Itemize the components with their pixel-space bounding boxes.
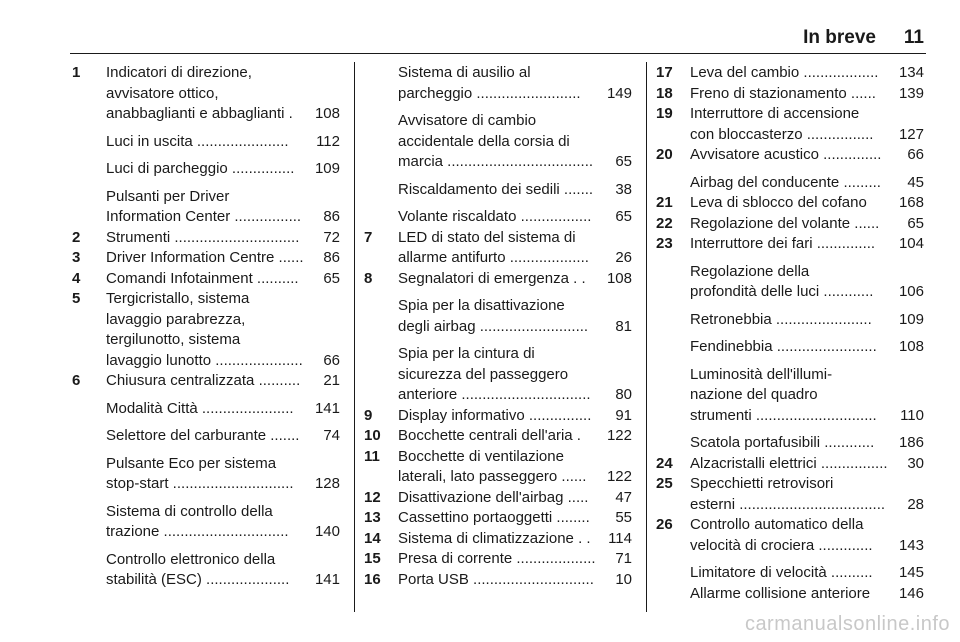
page-reference[interactable]: 149 [605,84,632,105]
page-reference[interactable]: 86 [321,207,340,228]
entry-text: Strumenti .............................. [106,228,300,246]
column-divider [646,62,647,612]
index-entry [72,454,340,495]
entry-text: Spia per la disattivazione [398,297,565,314]
item-number: 16 [364,570,381,588]
item-number: 2 [72,228,81,246]
index-entry [364,63,632,104]
entry-text: Luminosità dell'illumi- [690,365,833,383]
index-entry [656,474,924,515]
item-number: 25 [656,475,673,492]
page-reference[interactable]: 110 [898,406,924,427]
entry-text: stabilità (ESC) .................... [106,571,290,588]
entry-text: Regolazione della [690,262,810,280]
index-column-2 [364,63,632,590]
index-entry [72,502,340,543]
page-reference[interactable]: 109 [313,159,340,180]
page-reference[interactable]: 65 [321,269,340,290]
index-entry [364,296,632,337]
entry-text: nazione del quadro [690,386,818,403]
item-number: 21 [656,194,673,211]
index-entry [656,173,924,194]
page-reference[interactable]: 146 [897,584,924,605]
page-reference[interactable]: 168 [897,193,924,214]
index-entry [656,365,924,427]
entry-text: Cassettino portaoggetti ........ [398,509,590,526]
item-number: 1 [72,64,81,81]
entry-text: Indicatori di direzione, [106,64,252,81]
page-reference[interactable]: 127 [897,125,924,146]
entry-text: Porta USB ............................. [398,570,594,588]
entry-text: Segnalatori di emergenza . . [398,269,586,287]
page-reference[interactable]: 10 [613,570,632,591]
entry-text: marcia ................................... [398,153,594,170]
page-reference[interactable]: 114 [606,529,632,550]
entry-text: Interruttore di accensione [690,105,860,122]
item-number: 13 [364,509,381,526]
page-reference[interactable]: 55 [613,508,632,529]
page-reference[interactable]: 30 [905,454,924,475]
item-number: 8 [364,269,373,287]
page-number: 11 [903,27,924,48]
item-number: 20 [656,146,673,163]
entry-text: LED di stato del sistema di [398,228,576,246]
page-reference[interactable]: 65 [613,152,632,173]
index-entry [364,549,632,570]
index-entry [656,145,924,166]
watermark: carmanualsonline.info [744,613,950,635]
entry-text: Tergicristallo, sistema [106,290,250,307]
index-entry [656,104,924,145]
index-entry [364,111,632,173]
entry-text: Avvisatore acustico .............. [690,146,882,163]
entry-text: Driver Information Centre ...... [106,249,304,266]
entry-text: Scatola portafusibili ............ [690,434,875,451]
entry-text: velocità di crociera ............. [690,536,873,554]
index-entry [72,269,340,290]
entry-text: Disattivazione dell'airbag ..... [398,488,589,506]
item-number: 17 [656,64,673,81]
index-entry [364,488,632,509]
page-reference[interactable]: 91 [613,406,632,427]
item-number: 15 [364,550,381,567]
entry-text: Sistema di ausilio al [398,64,531,81]
index-entry [656,262,924,303]
entry-text: Pulsanti per Driver [106,187,230,205]
entry-text: Retronebbia ....................... [690,310,872,328]
page-reference[interactable]: 66 [905,145,924,166]
entry-text: Selettore del carburante ....... [106,427,300,444]
entry-text: lavaggio parabrezza, [106,310,246,328]
index-entry [656,563,924,584]
index-entry [656,234,924,255]
entry-text: Presa di corrente ................... [398,550,596,567]
entry-text: Leva di sblocco del cofano [690,194,867,211]
entry-text: Pulsante Eco per sistema [106,454,277,472]
item-number: 9 [364,406,373,424]
page-reference[interactable]: 72 [321,228,340,249]
item-number: 23 [656,235,673,252]
entry-text: Alzacristalli elettrici ................ [690,454,888,472]
entry-text: laterali, lato passeggero ...... [398,468,587,485]
page-reference[interactable]: 106 [897,282,924,303]
entry-text: sicurezza del passeggero [398,365,569,383]
index-entry [364,447,632,488]
entry-text: parcheggio ......................... [398,84,581,102]
entry-text: Spia per la cintura di [398,345,535,362]
entry-text: con bloccasterzo ................ [690,125,874,143]
entry-text: anabbaglianti e abbaglianti . [106,105,293,122]
entry-text: Controllo automatico della [690,516,864,533]
page-reference[interactable]: 186 [897,433,924,454]
index-entry [656,84,924,105]
index-entry [656,63,924,84]
item-number: 5 [72,290,81,307]
index-entry [656,193,924,214]
entry-text: trazione .............................. [106,523,289,540]
item-number: 10 [364,427,381,444]
index-entry [72,426,340,447]
page-reference[interactable]: 26 [613,248,632,269]
item-number: 26 [656,516,673,533]
item-number: 24 [656,454,673,472]
item-number: 19 [656,105,673,122]
page-reference[interactable]: 104 [897,234,924,255]
entry-text: Allarme collisione anteriore [690,584,871,602]
page-reference[interactable]: 109 [897,310,924,331]
index-entry [72,399,340,420]
entry-text: Bocchette centrali dell'aria . [398,427,581,444]
page-reference[interactable]: 108 [605,269,632,290]
item-number: 22 [656,214,673,232]
index-entry [72,63,340,125]
entry-text: lavaggio lunotto ..................... [106,351,303,369]
entry-text: allarme antifurto ................... [398,249,589,266]
index-entry [364,529,632,550]
entry-text: Controllo elettronico della [106,550,276,568]
index-entry [364,344,632,406]
page-reference[interactable]: 122 [605,467,632,488]
entry-text: Fendinebbia ........................ [690,338,877,355]
page-reference[interactable]: 143 [897,536,924,557]
index-entry [72,187,340,228]
page-reference[interactable]: 65 [905,214,924,235]
entry-text: Chiusura centralizzata .......... [106,372,301,389]
entry-text: avvisatore ottico, [106,84,219,102]
page-reference[interactable]: 112 [314,132,340,153]
entry-text: Luci in uscita ...................... [106,132,289,150]
item-number: 14 [364,529,381,547]
item-number: 4 [72,269,81,287]
index-column-3 [656,63,924,604]
page-reference[interactable]: 108 [313,104,340,125]
index-entry [364,180,632,201]
entry-text: Specchietti retrovisori [690,475,834,492]
page-reference[interactable]: 108 [897,337,924,358]
index-entry [656,310,924,331]
entry-text: Avvisatore di cambio [398,112,537,129]
entry-text: Freno di stazionamento ...... [690,84,876,102]
page-reference[interactable]: 65 [613,207,632,228]
entry-text: profondità delle luci ............ [690,283,874,300]
index-entry [72,289,340,371]
entry-text: Limitatore di velocità .......... [690,564,873,581]
index-entry [364,570,632,591]
index-entry [656,337,924,358]
entry-text: Sistema di controllo della [106,502,273,520]
index-entry [656,433,924,454]
entry-text: Regolazione del volante ...... [690,214,880,232]
entry-text: Riscaldamento dei sedili ....... [398,180,594,198]
page-reference[interactable]: 38 [613,180,632,201]
index-column-1 [72,63,340,591]
index-entry [72,228,340,249]
entry-text: Airbag del conducente ......... [690,173,881,191]
entry-text: esterni ................................... [690,495,886,513]
page-reference[interactable]: 81 [613,317,632,338]
index-entry [72,132,340,153]
page-reference[interactable]: 122 [605,426,632,447]
entry-text: Information Center ................ [106,208,302,225]
page-reference[interactable]: 134 [897,63,924,84]
page-reference[interactable]: 86 [321,248,340,269]
entry-text: stop-start ............................. [106,475,294,492]
page-reference[interactable]: 71 [613,549,632,570]
entry-text: accidentale della corsia di [398,132,570,150]
entry-text: Sistema di climatizzazione . . [398,529,591,547]
entry-text: Modalità Città ...................... [106,399,294,417]
entry-text: Display informativo ............... [398,406,592,424]
page-reference[interactable]: 145 [897,563,924,584]
page-reference[interactable]: 80 [613,385,632,406]
index-entry [72,371,340,392]
page-reference[interactable]: 21 [321,371,340,392]
item-number: 3 [72,249,81,266]
page-reference[interactable]: 141 [313,570,340,591]
header-rule [70,53,926,54]
entry-text: Bocchette di ventilazione [398,447,564,465]
index-entry [364,207,632,228]
page-reference[interactable]: 66 [321,351,340,372]
section-title: In breve [803,27,876,48]
index-entry [656,584,924,605]
index-entry [656,214,924,235]
entry-text: anteriore ............................... [398,386,591,403]
page-header [0,0,960,50]
index-entry [364,426,632,447]
page-reference[interactable]: 28 [905,495,924,516]
item-number: 12 [364,488,381,506]
index-entry [72,248,340,269]
column-divider [354,62,355,612]
page-reference[interactable]: 141 [313,399,340,420]
entry-text: Volante riscaldato ................. [398,208,592,225]
entry-text: tergilunotto, sistema [106,331,241,348]
entry-text: Luci di parcheggio ............... [106,160,295,177]
index-entry [656,454,924,475]
entry-text: strumenti ............................. [690,406,877,424]
page-reference[interactable]: 74 [321,426,340,447]
entry-text: degli airbag .......................... [398,317,589,335]
item-number: 6 [72,372,81,389]
index-entry [656,515,924,556]
page-reference[interactable]: 45 [905,173,924,194]
page-reference[interactable]: 139 [897,84,924,105]
item-number: 7 [364,228,373,246]
entry-text: Leva del cambio .................. [690,64,879,81]
entry-text: Comandi Infotainment .......... [106,269,299,287]
page-reference[interactable]: 140 [313,522,340,543]
index-entry [364,406,632,427]
item-number: 11 [364,447,380,465]
index-entry [364,508,632,529]
index-entry [364,269,632,290]
page-reference[interactable]: 47 [613,488,632,509]
index-entry [364,228,632,269]
index-entry [72,159,340,180]
entry-text: Interruttore dei fari .............. [690,235,876,252]
item-number: 18 [656,84,673,102]
page-reference[interactable]: 128 [313,474,340,495]
index-entry [72,550,340,591]
